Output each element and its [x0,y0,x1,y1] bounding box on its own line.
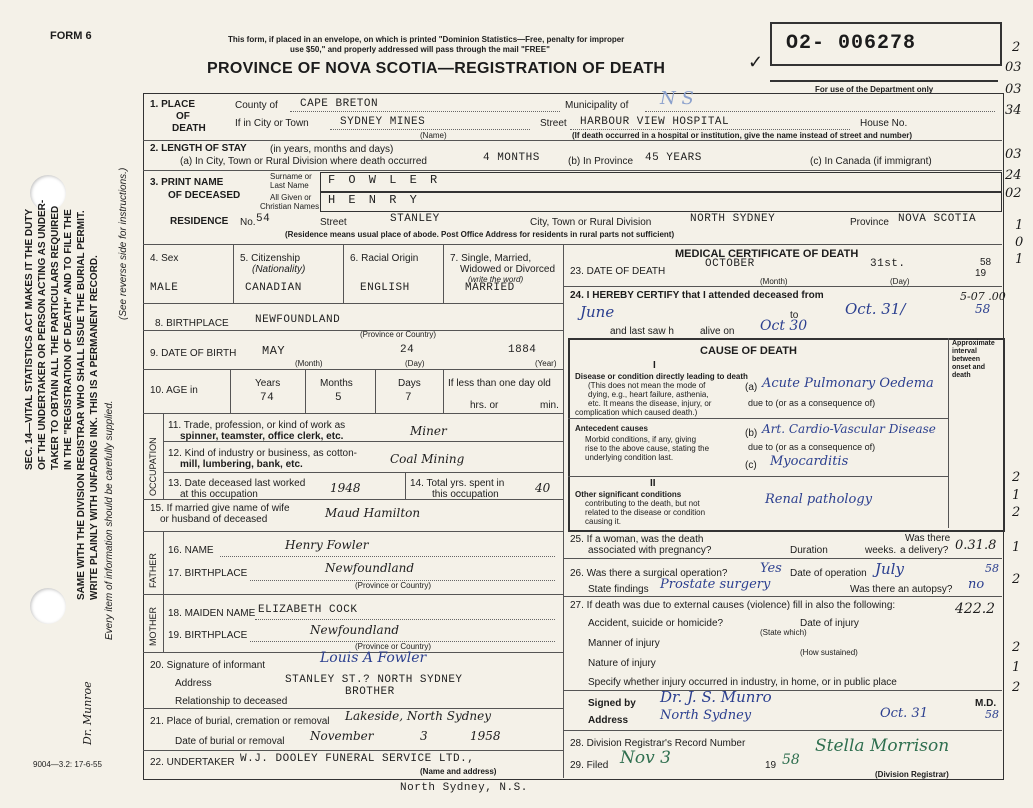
part-1: I [653,360,656,371]
side-instruction-2: OF THE UNDERTAKER OR PERSON ACTING AS UNDER- [37,199,48,470]
trade-value: Miner [410,424,447,438]
residence-label: RESIDENCE [170,216,229,227]
industry-value: Coal Mining [390,452,465,466]
autopsy-value: no [968,577,985,592]
name-note: (Name) [420,131,447,140]
cause-b-label: (b) [745,428,758,439]
surname-label-1: Surname or [270,172,312,181]
weeks-label: weeks. [865,545,897,556]
code-13: 2 [1012,505,1021,520]
age-months: 5 [335,392,343,404]
write-word-note: (write the word) [468,275,524,284]
stay-b-label: (b) In Province [568,156,634,167]
name-label-2: OF DECEASED [168,190,241,201]
age-months-label: Months [320,378,353,389]
dod-month: OCTOBER [705,258,755,270]
accident-label: Accident, suicide or homicide? [588,618,724,629]
how-note: (How sustained) [800,648,858,657]
county-label: County of [235,100,278,111]
due-to-a: due to (or as a consequence of) [748,398,876,408]
disease-note-3: etc. It means the disease, injury, or [588,399,712,408]
spouse-label-2: or husband of deceased [160,514,268,525]
informant-relationship-label: Relationship to deceased [175,696,288,707]
code-8: 1 [1015,218,1024,233]
attended-to: Oct. 31/ [845,300,906,318]
occupation-side-label: OCCUPATION [148,437,158,496]
registrar-note: (Division Registrar) [875,770,949,779]
undertaker-address: North Sydney, N.S. [400,782,528,794]
total-years-value: 40 [535,481,551,495]
residence-prov-label: Province [850,217,889,228]
cause-b: Art. Cardio-Vascular Disease [762,422,936,436]
cause-a-label: (a) [745,382,758,393]
industry-label-2: mill, lumbering, bank, etc. [180,459,303,470]
surgery-value: Yes [760,561,782,576]
disease-note-4: complication which caused death.) [575,408,698,417]
mother-maiden-label: 18. MAIDEN NAME [168,608,256,619]
side-instruction-4: IN THE "REGISTRATION OF DEATH" AND TO FILE THE [63,209,74,470]
street-label: Street [540,118,567,129]
cause-title: CAUSE OF DEATH [700,345,797,357]
page-title: PROVINCE OF NOVA SCOTIA—REGISTRATION OF DEATH [207,60,666,77]
signed-label: Signed by [588,698,636,709]
residence-city: NORTH SYDNEY [690,213,776,225]
dob-label: 9. DATE OF BIRTH [150,348,237,359]
side-instruction-8: (See reverse side for instructions.) [118,167,129,320]
findings-value: Prostate surgery [660,577,771,592]
place-label-3: DEATH [172,123,206,134]
municipality-label: Municipality of [565,100,629,111]
marital-label-1: 7. Single, Married, [450,253,532,264]
filed-year: 58 [782,752,800,768]
side-instruction-1: SEC. 14—VITAL STATISTICS ACT MAKES IT THE DUTY [24,208,35,470]
code-16: 2 [1012,640,1021,655]
other-note-3: causing it. [585,517,622,526]
code-9: 0 [1015,235,1024,250]
age-days: 7 [405,392,413,404]
mother-birthplace-value: Newfoundland [310,623,400,637]
op-year: 58 [985,562,999,575]
race-label: 6. Racial Origin [350,253,419,264]
margin-note: Dr. Munroe [81,681,94,745]
extra-code: 5-07 .00 [960,290,1006,303]
dod-year-prefix: 19 [975,268,987,279]
disease-label: Disease or condition directly leading to death [575,372,748,381]
code-3: 03 [1005,82,1022,97]
city-value: SYDNEY MINES [340,116,426,128]
stay-c-label: (c) In Canada (if immigrant) [810,156,932,167]
undertaker-value: W.J. DOOLEY FUNERAL SERVICE LTD., [240,753,475,765]
county-value: CAPE BRETON [300,98,379,110]
burial-year: 1958 [470,729,501,743]
dod-label: 23. DATE OF DEATH [570,266,666,277]
code-7: 02 [1005,186,1022,201]
side-instruction-5: SAME WITH THE DIVISION REGISTRAR WHO SHALL ISSUE THE BURIAL PERMIT. [76,210,87,600]
last-worked-label-1: 13. Date deceased last worked [168,478,306,489]
code-10: 1 [1015,252,1024,267]
last-seen-date: Oct 30 [760,318,808,334]
father-side-label: FATHER [148,553,158,588]
cause-a: Acute Pulmonary Oedema [762,376,934,391]
registration-number: O2- 006278 [786,32,917,55]
less-day-label: If less than one day old [448,378,551,389]
sex-label: 4. Sex [150,253,179,264]
birthplace-note: (Province or Country) [360,330,437,339]
side-instruction-3: TAKER TO OBTAIN ALL THE PARTICULARS REQUIRED [50,205,61,470]
medical-title: MEDICAL CERTIFICATE OF DEATH [675,248,859,260]
residence-no: 54 [256,213,271,225]
father-name-label: 16. NAME [168,545,214,556]
residence-note: (Residence means usual place of abode. Post Office Address for residents in rural parts not sufficient) [285,230,675,239]
burial-month: November [310,729,374,743]
other-note-2: related to the disease or condition [585,508,706,517]
age-label: 10. AGE in [150,385,198,396]
delivery-label-2: a delivery? [900,545,949,556]
registrar-signature: Stella Morrison [815,736,950,756]
birthplace-label: 8. BIRTHPLACE [155,318,229,329]
code-14: 1 [1012,540,1021,555]
father-birthplace-note: (Province or Country) [355,581,432,590]
name-label-1: 3. PRINT NAME [150,177,224,188]
residence-street-label: Street [320,217,347,228]
part-2: II [650,478,656,489]
woman-label-1: 25. If a woman, was the death [570,534,704,545]
ante-note-3: underlying condition last. [585,453,674,462]
disease-note-2: dying, e.g., heart failure, asthenia, [588,390,709,399]
extra-code-2: 0.31.8 [955,538,997,553]
spouse-label-1: 15. If married give name of wife [150,503,290,514]
dob-month: MAY [262,344,286,358]
header-notice-1: This form, if placed in an envelope, on which is printed "Dominion Statistics—Free, penalty for improper [228,35,625,44]
form-code: 9004—3.2: 17-6-55 [33,760,102,769]
code-4: 34 [1005,103,1022,118]
spouse-value: Maud Hamilton [325,506,421,520]
other-label: Other significant conditions [575,490,682,499]
marital-value: MARRIED [465,282,515,294]
industry-label-1: 12. Kind of industry or business, as cotton- [168,448,357,459]
other-conditions: Renal pathology [765,492,873,507]
burial-date-label: Date of burial or removal [175,736,285,747]
signed-value: Dr. J. S. Munro [660,688,772,706]
code-17: 1 [1012,660,1021,675]
city-label: If in City or Town [235,118,309,129]
trade-label-1: 11. Trade, profession, or kind of work as [168,420,346,431]
residence-street: STANLEY [390,213,440,225]
trade-label-2: spinner, teamster, office clerk, etc. [180,431,344,442]
external-label: 27. If death was due to external causes (violence) fill in also the following: [570,600,896,611]
age-days-label: Days [398,378,421,389]
record-label: 28. Division Registrar's Record Number [570,738,746,749]
findings-label: State findings [588,584,649,595]
informant-sig-label: 20. Signature of informant [150,660,266,671]
informant-address: STANLEY ST.? NORTH SYDNEY [285,674,463,686]
doc-address: North Sydney [660,708,752,723]
code-422: 422.2 [955,601,996,617]
father-name-value: Henry Fowler [285,538,369,552]
state-which-note: (State which) [760,628,807,637]
code-6: 24 [1005,168,1022,183]
stay-a-label: (a) In City, Town or Rural Division where death occurred [180,156,427,167]
doc-year: 58 [985,708,999,721]
given-value: H E N R Y [328,193,420,207]
residence-no-label: No. [240,217,256,228]
citizenship-value: CANADIAN [245,282,302,294]
filed-year-prefix: 19 [765,760,777,771]
antecedent-label: Antecedent causes [575,424,648,433]
undertaker-label: 22. UNDERTAKER [150,757,235,768]
header-notice-2: use $50," and properly addressed will pass through the mail "FREE" [290,45,550,54]
op-date-label: Date of operation [790,568,867,579]
citizenship-sub: (Nationality) [252,264,306,275]
citizenship-label: 5. Citizenship [240,253,301,264]
marital-label-2: Widowed or Divorced [460,264,556,275]
attended-to-label: to [790,310,799,321]
delivery-label-1: Was there [905,533,951,544]
street-value: HARBOUR VIEW HOSPITAL [580,116,730,128]
dept-use-note: For use of the Department only [815,85,934,94]
punch-hole-bottom [30,588,66,624]
duration-label: Duration [790,545,828,556]
house-no-label: House No. [860,118,908,129]
ante-note-2: rise to the above cause, stating the [585,444,710,453]
dod-day-note: (Day) [890,277,910,286]
ante-note-1: Morbid conditions, if any, giving [585,435,697,444]
total-years-label-2: this occupation [432,489,499,500]
last-worked-label-2: at this occupation [180,489,258,500]
burial-place-label: 21. Place of burial, cremation or removal [150,716,330,727]
filed-label: 29. Filed [570,760,609,771]
op-date: July [875,560,904,578]
disease-note-1: (This does not mean the mode of [588,381,706,390]
stay-b-value: 45 YEARS [645,152,702,164]
code-12: 1 [1012,488,1021,503]
side-instruction-6: WRITE PLAINLY WITH UNFADING INK. THIS IS A PERMANENT RECORD. [89,255,100,600]
mother-birthplace-label: 19. BIRTHPLACE [168,630,248,641]
stay-label: 2. LENGTH OF STAY [150,143,247,154]
burial-place: Lakeside, North Sydney [345,709,492,723]
manner-label: Manner of injury [588,638,660,649]
injury-date-label: Date of injury [800,618,859,629]
side-instruction-7: Every item of information should be carefully supplied. [104,400,115,640]
undertaker-note: (Name and address) [420,767,497,776]
due-to-b: due to (or as a consequence of) [748,442,876,452]
dod-day: 31st. [870,258,906,270]
informant-address-label: Address [175,678,212,689]
code-2: 03 [1005,60,1022,75]
birthplace-value: NEWFOUNDLAND [255,314,341,326]
dod-year: 58 [980,257,992,268]
age-years: 74 [260,392,275,404]
informant-sig: Louis A Fowler [320,650,427,666]
certify-label: 24. I HEREBY CERTIFY that I attended deceased from [570,290,824,301]
nature-label: Nature of injury [588,658,656,669]
code-15: 2 [1012,572,1021,587]
burial-day: 3 [420,729,428,743]
race-value: ENGLISH [360,282,410,294]
total-years-label-1: 14. Total yrs. spent in [410,478,505,489]
surname-value: F O W L E R [328,173,441,187]
form-number: FORM 6 [50,30,92,42]
code-1: 2 [1012,40,1021,55]
dob-year-note: (Year) [535,359,557,368]
tick-mark: ✓ [748,52,764,72]
doc-address-label: Address [588,715,629,726]
stay-sub: (in years, months and days) [270,144,394,155]
last-seen-label: and last saw h [610,326,674,337]
last-worked-value: 1948 [330,481,361,495]
dob-day: 24 [400,344,415,356]
municipality-value: N S [660,88,694,109]
sex-value: MALE [150,282,179,294]
min-label: min. [540,400,559,411]
cause-c: Myocarditis [770,454,849,469]
dod-month-note: (Month) [760,277,788,286]
given-label-1: All Given or [270,193,312,202]
autopsy-label: Was there an autopsy? [850,584,953,595]
age-years-label: Years [255,378,281,389]
doc-date: Oct. 31 [880,706,928,721]
father-birthplace-label: 17. BIRTHPLACE [168,568,248,579]
place-label-1: 1. PLACE [150,99,196,110]
other-note-1: contributing to the death, but not [585,499,700,508]
woman-label-2: associated with pregnancy? [588,545,712,556]
father-birthplace-value: Newfoundland [325,561,415,575]
code-11: 2 [1012,470,1021,485]
dob-year: 1884 [508,344,537,356]
cause-c-label: (c) [745,460,757,471]
mother-maiden-value: ELIZABETH COCK [258,604,358,616]
given-label-2: Christian Names [260,202,320,211]
given-boxes [320,192,1002,212]
where-label: Specify whether injury occurred in industry, in home, or in public place [588,677,897,688]
filed-value: Nov 3 [620,748,671,768]
registration-number-box [770,22,1002,66]
place-label-2: OF [176,111,190,122]
hospital-note: (If death occurred in a hospital or institution, give the name instead of street and number) [572,131,913,140]
mother-side-label: MOTHER [148,607,158,646]
surgery-label: 26. Was there a surgical operation? [570,568,728,579]
alive-on-label: alive on [700,326,735,337]
surname-label-2: Last Name [270,181,309,190]
informant-relationship: BROTHER [345,686,395,698]
attended-from: June [580,303,615,321]
dob-day-note: (Day) [405,359,425,368]
code-5: 03 [1005,147,1022,162]
dob-month-note: (Month) [295,359,323,368]
stay-a-value: 4 MONTHS [483,152,540,164]
md-label: M.D. [975,698,997,709]
residence-city-label: City, Town or Rural Division [530,217,652,228]
attended-year: 58 [975,302,991,316]
hrs-label: hrs. or [470,400,499,411]
residence-prov: NOVA SCOTIA [898,213,977,225]
code-18: 2 [1012,680,1021,695]
mother-birthplace-note: (Province or Country) [355,642,432,651]
interval-note: Approximate interval between onset and death [952,340,995,379]
